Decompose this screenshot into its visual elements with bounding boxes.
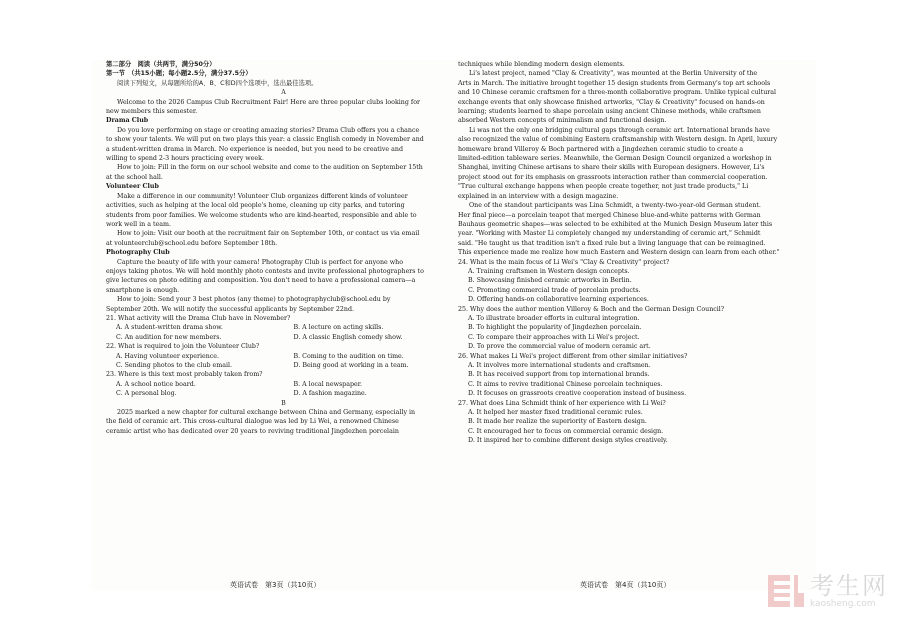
passage-b-line: project stood out for its emphasis on grassroots interaction rather than commercial cooperation.	[458, 173, 768, 181]
right-column	[458, 60, 813, 582]
passage-b-line: absorbed Western concepts of minimalism and functional design.	[458, 117, 667, 125]
passage-a-line: How to join: Send your 3 best photos (any theme) to photographyclub@school.edu by	[117, 296, 391, 304]
passage-b-line: ceramic artist who has dedicated over 20 years to reviving traditional Jingdezhen porcelain	[106, 427, 399, 435]
passage-b-line: 2025 marked a new chapter for cultural exchange between China and Germany, especially in	[117, 409, 416, 417]
option-a[interactable]: A. A school notice board.	[116, 380, 196, 388]
passage-a-label: A	[281, 89, 286, 97]
question-21-stem: 21. What activity will the Drama Club have in November?	[106, 314, 291, 322]
option-b[interactable]: B. Showcasing finished ceramic artworks in Berlin.	[468, 277, 632, 285]
passage-a-line: Make a difference in our community! Volunteer Club organizes different kinds of volunteer	[117, 192, 408, 200]
passage-a-line: students from poor families. We welcome students who are kind-hearted, responsible and able to	[106, 211, 417, 219]
passage-a-line: to show your talents. We will put on two plays this year: a classic English comedy in November and	[106, 136, 424, 144]
passage-b-line: and 10 Chinese ceramic craftsmen for a three-month collaborative program. Unlike typical cultural	[458, 89, 777, 97]
option-c[interactable]: C. To compare their approaches with Li Wei's project.	[468, 333, 640, 341]
question-21-options-row	[106, 323, 461, 332]
sub-heading: 第一节 （共15小题；每小题2.5分，满分37.5分）	[106, 70, 252, 78]
option-d[interactable]: D. It inspired her to combine different design styles creatively.	[468, 437, 668, 445]
question-21-options-row	[106, 333, 461, 342]
page-footer-right: 英语试卷 第4页（共10页）	[580, 581, 671, 589]
option-b[interactable]: B. It has received support from top international brands.	[468, 371, 650, 379]
passage-a-line: activities, such as helping at the local old people's home, cleaning up city parks, and tutoring	[106, 202, 405, 210]
passage-a-line: a student-written drama in March. No experience is needed, but you need to be creative and	[106, 145, 403, 153]
passage-a-line: Capture the beauty of life with your camera! Photography Club is perfect for anyone who	[117, 258, 403, 266]
question-27-stem: 27. What does Lina Schmidt think of her experience with Li Wei?	[458, 399, 666, 407]
passage-b-line: learning; students learned to shape porcelain using ancient Chinese methods, while craftsmen	[458, 108, 761, 116]
option-d[interactable]: D. Offering hands-on collaborative learning experiences.	[468, 296, 649, 304]
question-22-options-row	[106, 361, 461, 370]
option-a[interactable]: A. It helped her master fixed traditional ceramic rules.	[468, 409, 643, 417]
question-22-options-row	[106, 352, 461, 361]
option-d[interactable]: D. A classic English comedy show.	[293, 333, 403, 341]
option-a[interactable]: A. To illustrate broader efforts in cultural integration.	[468, 314, 640, 322]
passage-a-line: September 20th. We will notify the successful applicants by September 22nd.	[106, 305, 355, 313]
question-23-stem: 23. Where is this text most probably taken from?	[106, 371, 263, 379]
option-a[interactable]: A. A student-written drama show.	[116, 324, 223, 332]
passage-b-line: explained in an interview with a design magazine.	[458, 192, 619, 200]
passage-b-line: homeware brand Villeroy & Boch partnered with a Jingdezhen ceramic studio to create a	[458, 145, 744, 153]
option-d[interactable]: D. To prove the commercial value of modern ceramic art.	[468, 343, 651, 351]
club-heading-photography: Photography Club	[106, 249, 170, 257]
option-d[interactable]: D. A fashion magazine.	[293, 390, 367, 398]
option-b[interactable]: B. It made her realize the superiority of Eastern design.	[468, 418, 647, 426]
passage-a-line: enjoys taking photos. We will hold monthly photo contests and invite professional photographers to	[106, 267, 424, 275]
watermark	[766, 571, 888, 611]
passage-b-line: Li was not the only one bridging cultural gaps through ceramic art. International brands have	[469, 126, 770, 134]
passage-a-line: at volunteerclub@school.edu before September 18th.	[106, 239, 278, 247]
passage-a-line: at the school hall.	[106, 173, 163, 181]
page-footer-left: 英语试卷 第3页（共10页）	[230, 581, 321, 589]
passage-a-line: work well in a team.	[106, 220, 171, 228]
club-heading-drama: Drama Club	[106, 117, 149, 125]
part-heading: 第二部分 阅读（共两节，满分50分）	[106, 61, 216, 68]
passage-a-line: new members this semester.	[106, 108, 198, 116]
passage-b-line: Shanghai, inviting Chinese artisans to share their skills with European designers. However, Li's	[458, 164, 765, 172]
option-c[interactable]: C. Sending photos to the club email.	[116, 362, 233, 369]
passage-a-line: How to join: Fill in the form on our school website and come to the audition on September 15th	[117, 164, 423, 172]
option-b[interactable]: B. To highlight the popularity of Jingdezhen porcelain.	[468, 324, 642, 332]
option-c[interactable]: C. It aims to revive traditional Chinese porcelain techniques.	[468, 380, 663, 388]
question-23-options-row	[106, 389, 461, 398]
watermark-brand: 考生网	[810, 572, 888, 600]
instruction: 阅读下列短文，从每题所给的A、B、C和D四个选项中，选出最佳选项。	[117, 79, 318, 87]
left-column	[106, 60, 461, 582]
question-23-options-row	[106, 380, 461, 389]
watermark-text	[810, 573, 888, 609]
option-a[interactable]: A. It involves more international students and craftsmen.	[468, 362, 651, 369]
option-b[interactable]: B. A local newspaper.	[293, 380, 363, 388]
watermark-url: kaosheng.com	[810, 599, 876, 609]
passage-a-line: How to join: Visit our booth at the recruitment fair on September 10th, or contact us via email	[117, 230, 420, 238]
option-b[interactable]: B. Coming to the audition on time.	[293, 352, 404, 360]
option-a[interactable]: A. Training craftsmen in Western design concepts.	[468, 267, 630, 275]
option-a[interactable]: A. Having volunteer experience.	[116, 352, 220, 360]
passage-b-line: year. "Working with Master Li completely changed my understanding of ceramic art," Schmidt	[458, 230, 761, 238]
kaosheng-logo-icon	[766, 571, 806, 611]
question-22-stem: 22. What is required to join the Volunteer Club?	[106, 343, 260, 351]
club-heading-volunteer: Volunteer Club	[106, 183, 159, 191]
option-b[interactable]: B. A lecture on acting skills.	[293, 324, 384, 332]
passage-b-line: techniques while blending modern design elements.	[458, 61, 625, 68]
question-26-stem: 26. What makes Li Wei's project different from other similar initiatives?	[458, 352, 688, 360]
exam-sheet	[92, 60, 816, 590]
passage-b-line: said. "He taught us that tradition isn't a fixed rule but a living language that can be reimagined.	[458, 239, 766, 247]
passage-b-line: also recognized the value of combining Eastern craftsmanship with Western design. In April, luxury	[458, 136, 778, 144]
question-24-stem: 24. What is the main focus of Li Wei's "Clay & Creativity" project?	[458, 258, 670, 266]
question-25-stem: 25. Why does the author mention Villeroy & Boch and the German Design Council?	[458, 305, 725, 313]
passage-b-line: "True cultural exchange happens when people create together, not just trade products," Li	[458, 183, 749, 191]
option-c[interactable]: C. An audition for new members.	[116, 333, 222, 341]
option-d[interactable]: D. Being good at working in a team.	[293, 362, 409, 369]
passage-b-line: Her final piece—a porcelain teapot that merged Chinese blue-and-white patterns with German	[458, 211, 761, 219]
passage-a-line: smartphone is enough.	[106, 286, 180, 294]
passage-b-line: This experience made me realize how much Eastern and Western design can learn from each other."	[458, 249, 780, 257]
passage-b-line: One of the standout participants was Lina Schmidt, a twenty-two-year-old German student.	[469, 202, 761, 210]
option-c[interactable]: C. A personal blog.	[116, 390, 177, 398]
passage-b-line: Li's latest project, named "Clay & Creativity", was mounted at the Berlin University of the	[469, 70, 758, 78]
passage-b-line: Bauhaus geometric shapes—was selected to be exhibited at the Munich Design Museum later this	[458, 220, 773, 228]
option-c[interactable]: C. Promoting commercial trade of porcelain products.	[468, 286, 641, 294]
passage-a-line: Welcome to the 2026 Campus Club Recruitment Fair! Here are three popular clubs looking for	[117, 98, 420, 106]
passage-b-line: Arts in March. The initiative brought together 15 design students from Germany's top art schools	[458, 79, 771, 87]
option-c[interactable]: C. It encouraged her to focus on commercial ceramic design.	[468, 427, 664, 435]
passage-b-line: exchange events that only showcase finished artworks, "Clay & Creativity" focused on hands-on	[458, 98, 765, 106]
passage-b-line: limited-edition tableware series. Meanwhile, the German Design Council organized a workshop in	[458, 155, 772, 163]
option-d[interactable]: D. It focuses on grassroots creative cooperation instead of business.	[468, 390, 687, 398]
passage-a-line: give lectures on photo editing and composition. You don't need to have a professional camera—a	[106, 277, 416, 285]
passage-a-line: Do you love performing on stage or creating amazing stories? Drama Club offers you a chance	[117, 126, 420, 134]
passage-b-label: B	[281, 399, 286, 407]
passage-b-line: the field of ceramic art. This cross-cultural dialogue was led by Li Wei, a renowned Chinese	[106, 418, 399, 426]
passage-a-line: willing to spend 2-3 hours practicing every week.	[106, 155, 264, 163]
